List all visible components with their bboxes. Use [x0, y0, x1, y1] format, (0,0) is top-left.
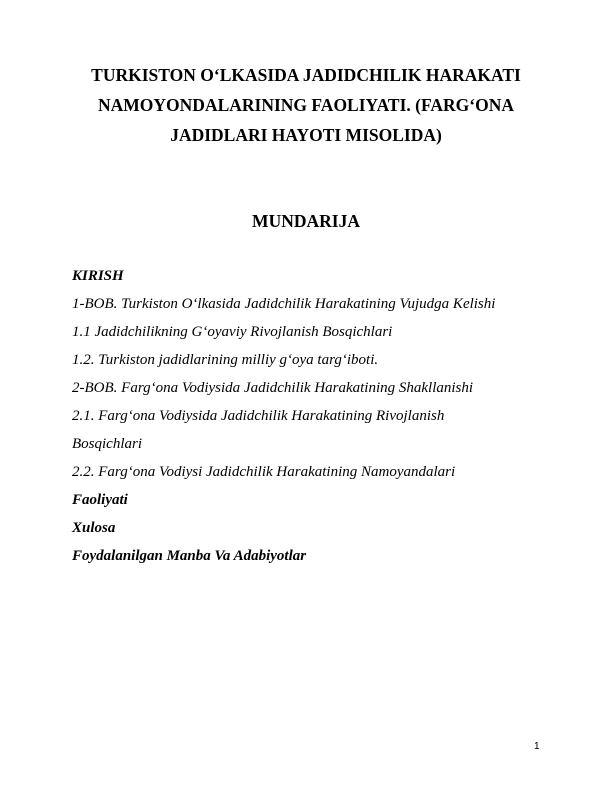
- toc-entry-introduction: KIRISH: [72, 268, 124, 284]
- title-line: JADIDLARI HAYOTI MISOLIDA): [170, 125, 442, 145]
- toc-entry-section-1-1: 1.1 Jadidchilikning G‘oyaviy Rivojlanish Bosqichlari: [72, 324, 393, 340]
- toc-entry-section-1-2: 1.2. Turkiston jadidlarining milliy g‘oya targ‘iboti.: [72, 352, 379, 368]
- toc-heading: MUNDARIJA: [252, 211, 360, 231]
- toc-entry-chapter-1: 1-BOB. Turkiston O‘lkasida Jadidchilik Harakatining Vujudga Kelishi: [72, 296, 496, 312]
- toc-entry-section-2-2: 2.2. Farg‘ona Vodiysi Jadidchilik Harakatining Namoyandalari: [72, 464, 456, 480]
- toc-entry-section-2-1-continued: Bosqichlari: [72, 436, 142, 452]
- page-number: 1: [534, 741, 540, 752]
- document-title: [60, 60, 552, 150]
- toc-entry-conclusion: Xulosa: [72, 520, 116, 536]
- toc-entry-chapter-2: 2-BOB. Farg‘ona Vodiysida Jadidchilik Harakatining Shakllanishi: [72, 380, 474, 396]
- toc-entry-section-2-2-continued: Faoliyati: [72, 492, 128, 508]
- toc-entry-section-2-1: 2.1. Farg‘ona Vodiysida Jadidchilik Harakatining Rivojlanish: [72, 408, 445, 424]
- title-line: NAMOYONDALARINING FAOLIYATI. (FARG‘ONA: [98, 95, 514, 115]
- title-line: TURKISTON O‘LKASIDA JADIDCHILIK HARAKATI: [91, 65, 521, 85]
- toc-entry-references: Foydalanilgan Manba Va Adabiyotlar: [72, 548, 307, 564]
- table-of-contents: [72, 262, 552, 570]
